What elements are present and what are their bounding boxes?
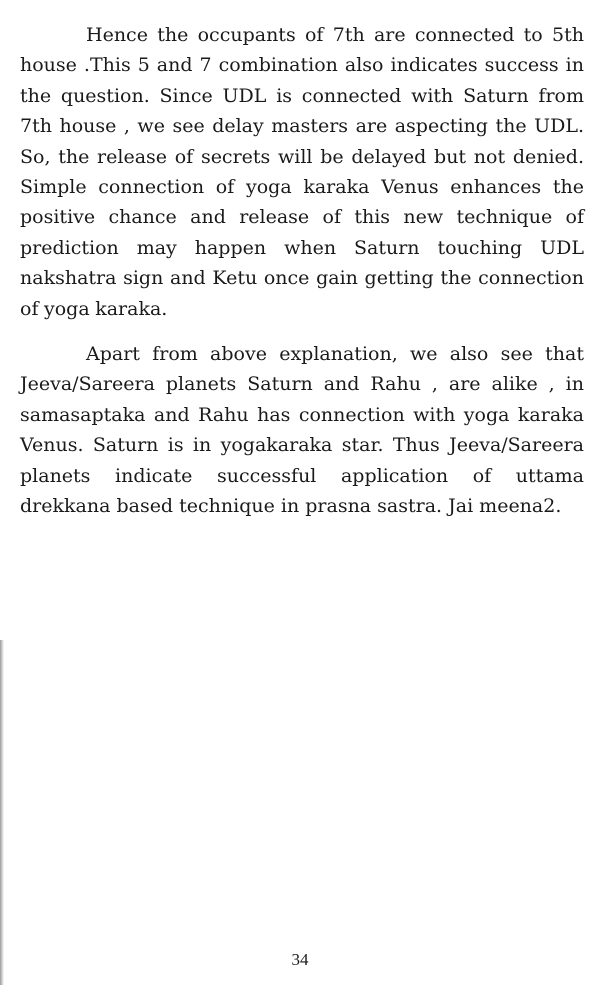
paragraph-1: Hence the occupants of 7th are connected to 5th house .This 5 and 7 combination also indicates success in the question. Since UDL is connected with Saturn from 7th house , we see delay masters are aspecting the UDL. So, the release of secrets will be delayed but not denied. Simple connection of yoga karaka Venus enhances the positive chance and release of this new technique of prediction may happen when Saturn touching UDL nakshatra sign and Ketu once gain getting the connection of yoga karaka. [20,24,584,320]
page-number: 34 [291,950,309,969]
page-edge-shadow [0,640,4,985]
body-text [20,20,584,522]
paragraph-2: Apart from above explanation, we also see that Jeeva/Sareera planets Saturn and Rahu , are alike , in samasaptaka and Rahu has connection with yoga karaka Venus. Saturn is in yogakaraka star. Thus Jeeva/Sareera planets indicate successful application of uttama drekkana based technique in prasna sastra. Jai meena2. [20,343,584,518]
